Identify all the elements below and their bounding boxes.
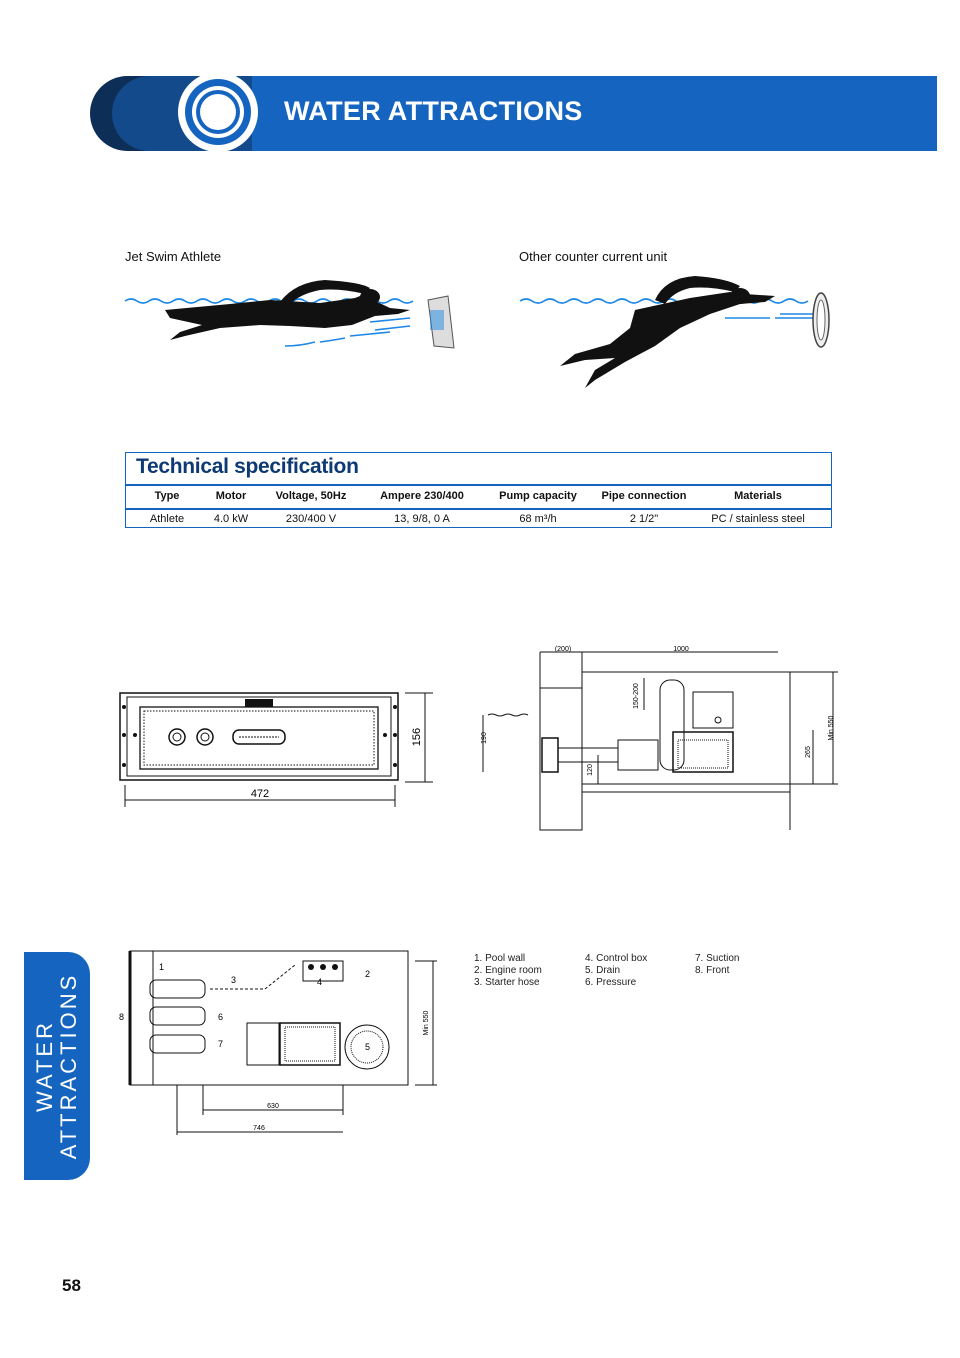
callout-7: 7 xyxy=(218,1039,224,1049)
dim-190-label: 190 xyxy=(481,732,488,744)
spec-divider xyxy=(126,484,831,486)
callout-2: 2 xyxy=(365,969,371,979)
dim-265-label: 265 xyxy=(805,746,812,758)
dim-630-label: 630 xyxy=(267,1103,279,1110)
callout-5: 5 xyxy=(365,1042,371,1052)
legend-item: 5. Drain xyxy=(585,965,621,976)
spec-value: 4.0 kW xyxy=(213,513,249,525)
section-side-tab xyxy=(24,952,90,1180)
side-tab-line2: ATTRACTIONS xyxy=(56,972,81,1160)
legend-column xyxy=(474,953,542,989)
spec-header: Motor xyxy=(215,490,247,502)
spec-header: Pipe connection xyxy=(601,490,687,502)
dim-min550-label: Min 550 xyxy=(423,1010,430,1036)
page-number: 58 xyxy=(62,1276,81,1295)
jet-unit-icon xyxy=(428,296,454,348)
dim-width-label: 472 xyxy=(250,788,270,800)
spec-header: Type xyxy=(154,490,180,502)
legend-item: 8. Front xyxy=(695,965,730,976)
jet-swim-illustration xyxy=(120,270,465,380)
header-banner xyxy=(90,76,937,151)
spec-header: Voltage, 50Hz xyxy=(275,490,347,502)
left-illustration-caption: Jet Swim Athlete xyxy=(125,249,222,264)
dim-120-label: 120 xyxy=(587,764,594,776)
spec-value: PC / stainless steel xyxy=(711,513,805,525)
side-view-drawing xyxy=(478,640,848,835)
legend-item: 3. Starter hose xyxy=(474,977,540,988)
spec-value: 68 m³/h xyxy=(519,513,557,525)
legend-column xyxy=(695,953,739,977)
side-tab-line1: WATER xyxy=(32,1020,57,1112)
legend-item: 6. Pressure xyxy=(585,977,637,988)
callout-1: 1 xyxy=(159,962,165,972)
callout-4: 4 xyxy=(317,977,323,987)
legend-column xyxy=(585,953,647,989)
callout-8: 8 xyxy=(119,1012,125,1022)
spec-divider xyxy=(126,508,831,510)
front-view-drawing xyxy=(115,685,440,815)
page-title: WATER ATTRACTIONS xyxy=(284,96,583,126)
tech-spec-table xyxy=(125,452,832,528)
legend-item: 1. Pool wall xyxy=(474,953,526,964)
dim-150-200-label: 150-200 xyxy=(633,683,640,709)
spec-value: 2 1/2" xyxy=(629,513,659,525)
dim-min550-label: Min 550 xyxy=(828,715,835,741)
dim-746-label: 746 xyxy=(253,1125,265,1132)
dim-1000-label: 1000 xyxy=(673,646,689,653)
spec-value: 13, 9/8, 0 A xyxy=(394,513,450,525)
callout-3: 3 xyxy=(231,975,237,985)
dim-height-label: 156 xyxy=(411,727,423,747)
right-illustration-caption: Other counter current unit xyxy=(519,249,668,264)
legend-item: 7. Suction xyxy=(695,953,740,964)
spec-value: Athlete xyxy=(149,513,185,525)
spec-header: Materials xyxy=(734,490,782,502)
spec-header: Ampere 230/400 xyxy=(380,490,464,502)
ring-logo-icon xyxy=(178,72,258,152)
callout-6: 6 xyxy=(218,1012,224,1022)
dim-200-label: (200) xyxy=(554,646,572,653)
spec-value: 230/400 V xyxy=(285,513,337,525)
swimmer-silhouette-icon xyxy=(165,280,410,340)
legend-item: 2. Engine room xyxy=(474,965,542,976)
counter-current-illustration xyxy=(515,270,840,400)
spec-title: Technical specification xyxy=(136,455,359,478)
legend-item: 4. Control box xyxy=(585,953,648,964)
swimmer-silhouette-icon xyxy=(560,276,775,388)
top-view-drawing xyxy=(115,945,445,1140)
spec-header: Pump capacity xyxy=(499,490,577,502)
